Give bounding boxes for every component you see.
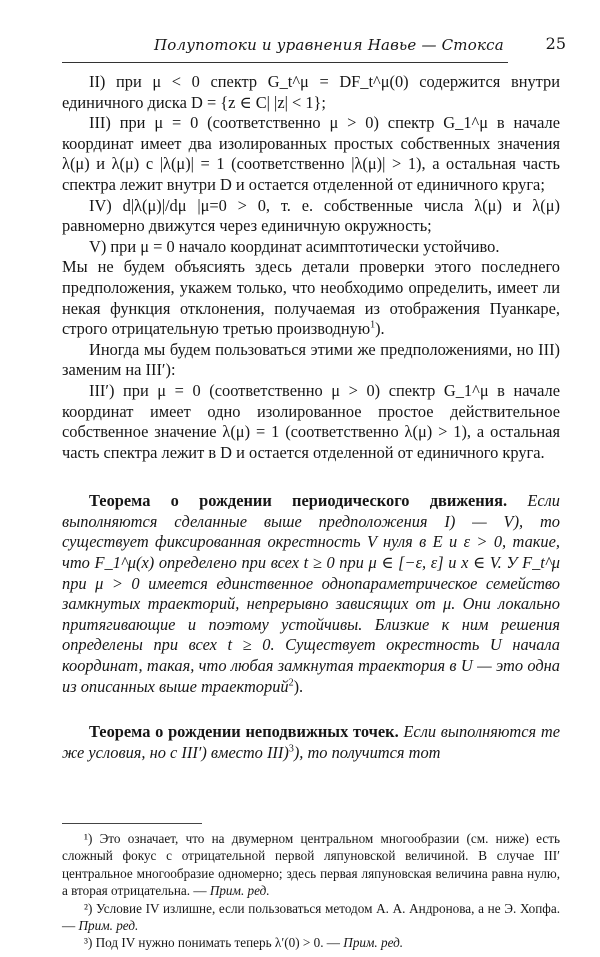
paragraph-condition-v: V) при μ = 0 начало координат асимптотически устойчиво. (89, 236, 500, 256)
paragraph-sometimes: Иногда мы будем пользоваться этими же предположениями, но III) заменим на III′): (62, 339, 560, 380)
footnote-marker-3: 3 (288, 743, 294, 755)
paragraph-condition-iii-prime: III′) при μ = 0 (соответственно μ > 0) спектр G_1^μ в начале координат имеет одно изолированное простое действительное собственное значение λ(μ) = 1 (соответственно λ(μ) > 1), а остальная часть спектра лежит в D и остается отделенной от единичного круга. (62, 380, 560, 462)
footnote-marker-1: 1 (370, 319, 376, 331)
page-number: 25 (545, 34, 566, 53)
footnote-3-editor-note: Прим. ред. (343, 935, 404, 951)
footnotes (62, 830, 560, 952)
footnote-1-text: ¹) Это означает, что на двумерном центральном многообразии (см. ниже) есть сложный фокус с отрицательной первой ляпуновской величиной. В случае III′ центральное многообразие одномерно; здесь первая ляпуновская величина равна нулю, а вторая отрицательна. — (62, 831, 560, 899)
paragraph-no-explain-end: ). (375, 319, 385, 339)
spacer (62, 697, 560, 722)
theorem-fixed-points (62, 722, 560, 763)
main-text (62, 72, 560, 763)
spacer (62, 463, 560, 491)
running-title: Полупотоки и уравнения Навье — Стокса (154, 36, 504, 54)
footnote-2-text: ²) Условие IV излишне, если пользоваться методом А. А. Андронова, а не Э. Хопфа. — (62, 900, 560, 934)
footnote-rule (62, 823, 202, 824)
theorem-periodic-title: Теорема о рождении периодического движения. (89, 491, 508, 511)
footnote-1-editor-note: Прим. ред. (209, 883, 270, 899)
theorem-periodic-body: Если выполняются сделанные выше предположения I) — V), то существует фиксированная окрестность V нуля в E и ε > 0, такие, что F_1^μ(x) определено при всех t ≥ 0 при μ ∈ [−ε, ε] и x ∈ V. У F_t^μ при μ > 0 имеется единственное однопараметрическое семейство замкнутых траекторий, непрерывно зависящих от μ. Они локально притягивающие и поэтому устойчивы. Близкие к ним решения определены при всех t ≥ 0. Существует окрестность U начала координат, такая, что любая замкнутая траектория в U — это одна из описанных выше траекторий (62, 491, 560, 696)
footnote-3 (62, 934, 560, 951)
footnote-1 (62, 830, 560, 900)
paragraph-condition-iv: IV) d|λ(μ)|/dμ |μ=0 > 0, т. е. собственные числа λ(μ) и λ(μ) равномерно движутся через единичную окружность; (62, 195, 560, 236)
theorem-fixed-title: Теорема о рождении неподвижных точек. (89, 722, 399, 742)
header-rule (62, 62, 508, 63)
theorem-periodic-end: ). (293, 676, 304, 696)
paragraph-condition-iii: III) при μ = 0 (соответственно μ > 0) спектр G_1^μ в начале координат имеет два изолированных простых собственных значения λ(μ) и λ(μ) с |λ(μ)| = 1 (соответственно |λ(μ)| > 1), а остальная часть спектра лежит внутри D и остается отделенной от единичного круга; (62, 113, 560, 194)
footnote-2-editor-note: Прим. ред. (78, 918, 139, 934)
paragraph-no-explain-text: Мы не будем объясиять здесь детали проверки этого последнего предположения, укажем только, что необходимо определить, имеет ли некая функция отклонения, получаемая из отображения Пуанкаре, строго отрицательную третью производную (62, 257, 560, 339)
theorem-periodic-motion (62, 491, 560, 697)
paragraph-condition-ii: II) при μ < 0 спектр G_t^μ = DF_t^μ(0) содержится внутри единичного диска D = {z ∈ C| |z| < 1}; (62, 72, 560, 112)
theorem-fixed-end: ), то получится тот (293, 742, 441, 762)
page-header (78, 36, 588, 56)
paragraph-no-explain (62, 257, 560, 339)
footnote-2 (62, 900, 560, 935)
footnote-3-text: ³) Под IV нужно понимать теперь λ′(0) > 0. — (84, 935, 340, 951)
footnote-marker-2: 2 (288, 677, 294, 689)
theorem-fixed-body: Если выполняются те же условия, но с III′) вместо III) (62, 722, 560, 762)
